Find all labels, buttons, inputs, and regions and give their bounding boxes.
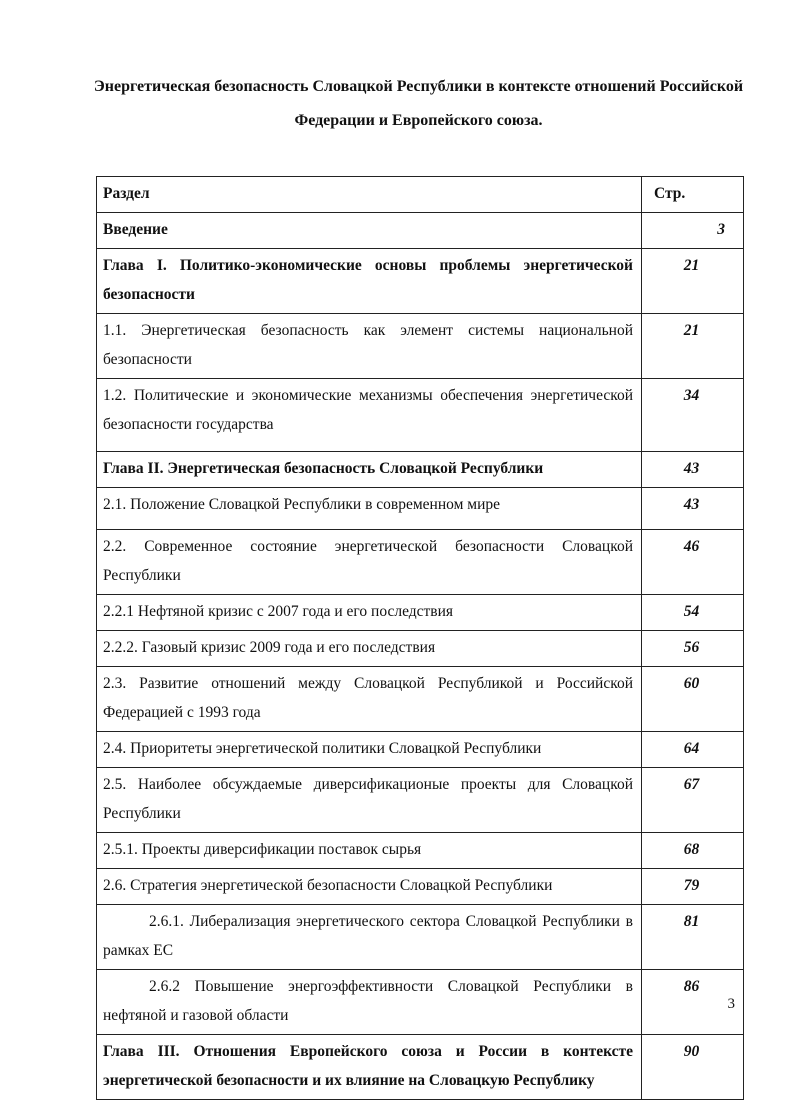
toc-row-2-3 — [97, 667, 744, 732]
toc-row-page: 81 — [642, 905, 744, 970]
toc-row-text: Глава II. Энергетическая безопасность Словацкой Республики — [97, 452, 642, 488]
toc-row-1-1 — [97, 314, 744, 379]
toc-header-page: Стр. — [642, 177, 744, 213]
toc-row-chapter-2 — [97, 452, 744, 488]
toc-row-page: 34 — [642, 379, 744, 452]
toc-row-page: 3 — [642, 213, 744, 249]
toc-row-text: 2.2.2. Газовый кризис 2009 года и его последствия — [97, 631, 642, 667]
toc-row-2-5 — [97, 768, 744, 833]
toc-row-page: 56 — [642, 631, 744, 667]
toc-row-page: 90 — [642, 1035, 744, 1100]
toc-row-text: 1.1. Энергетическая безопасность как элемент системы национальной безопасности — [97, 314, 642, 379]
toc-row-text: 2.4. Приоритеты энергетической политики Словацкой Республики — [97, 732, 642, 768]
toc-header-row — [97, 177, 744, 213]
toc-row-2-6-1 — [97, 905, 744, 970]
toc-row-text: 2.3. Развитие отношений между Словацкой Республикой и Российской Федерацией с 1993 года — [97, 667, 642, 732]
toc-row-page: 86 — [642, 970, 744, 1035]
toc-row-2-5-1 — [97, 833, 744, 869]
toc-row-1-2 — [97, 379, 744, 452]
toc-row-text: 2.1. Положение Словацкой Республики в современном мире — [97, 488, 642, 530]
toc-row-text: 2.6.1. Либерализация энергетического сектора Словацкой Республики в рамках ЕС — [97, 905, 642, 970]
page-number: 3 — [727, 996, 735, 1012]
table-of-contents — [96, 176, 744, 1100]
toc-row-page: 64 — [642, 732, 744, 768]
toc-row-text: Глава I. Политико-экономические основы проблемы энергетической безопасности — [97, 249, 642, 314]
toc-row-page: 79 — [642, 869, 744, 905]
toc-row-chapter-1 — [97, 249, 744, 314]
toc-row-page: 21 — [642, 314, 744, 379]
toc-row-text: 2.6.2 Повышение энергоэффективности Словацкой Республики в нефтяной и газовой области — [97, 970, 642, 1035]
toc-row-2-4 — [97, 732, 744, 768]
toc-row-text: Глава III. Отношения Европейского союза и России в контексте энергетической безопасности и их влияние на Словацкую Республику — [97, 1035, 642, 1100]
toc-row-page: 46 — [642, 530, 744, 595]
toc-row-page: 43 — [642, 452, 744, 488]
toc-row-page: 54 — [642, 595, 744, 631]
toc-row-2-2 — [97, 530, 744, 595]
toc-row-page: 67 — [642, 768, 744, 833]
toc-row-page: 43 — [642, 488, 744, 530]
toc-row-2-6-2 — [97, 970, 744, 1035]
toc-row-text: 2.6. Стратегия энергетической безопасности Словацкой Республики — [97, 869, 642, 905]
toc-row-text: 2.5. Наиболее обсуждаемые диверсификационые проекты для Словацкой Республики — [97, 768, 642, 833]
toc-row-page: 68 — [642, 833, 744, 869]
toc-header-section: Раздел — [97, 177, 642, 213]
toc-row-chapter-3 — [97, 1035, 744, 1100]
toc-row-page: 60 — [642, 667, 744, 732]
toc-row-introduction — [97, 213, 744, 249]
toc-row-2-6 — [97, 869, 744, 905]
toc-row-2-1 — [97, 488, 744, 530]
toc-row-text: 1.2. Политические и экономические механизмы обеспечения энергетической безопасности государства — [97, 379, 642, 452]
toc-row-2-2-2 — [97, 631, 744, 667]
toc-row-2-2-1 — [97, 595, 744, 631]
toc-row-text: Введение — [97, 213, 642, 249]
toc-row-text: 2.5.1. Проекты диверсификации поставок сырья — [97, 833, 642, 869]
toc-row-text: 2.2. Современное состояние энергетической безопасности Словацкой Республики — [97, 530, 642, 595]
toc-row-text: 2.2.1 Нефтяной кризис с 2007 года и его последствия — [97, 595, 642, 631]
document-title: Энергетическая безопасность Словацкой Республики в контексте отношений Российской Федерации и Европейского союза. — [93, 78, 744, 129]
toc-row-page: 21 — [642, 249, 744, 314]
